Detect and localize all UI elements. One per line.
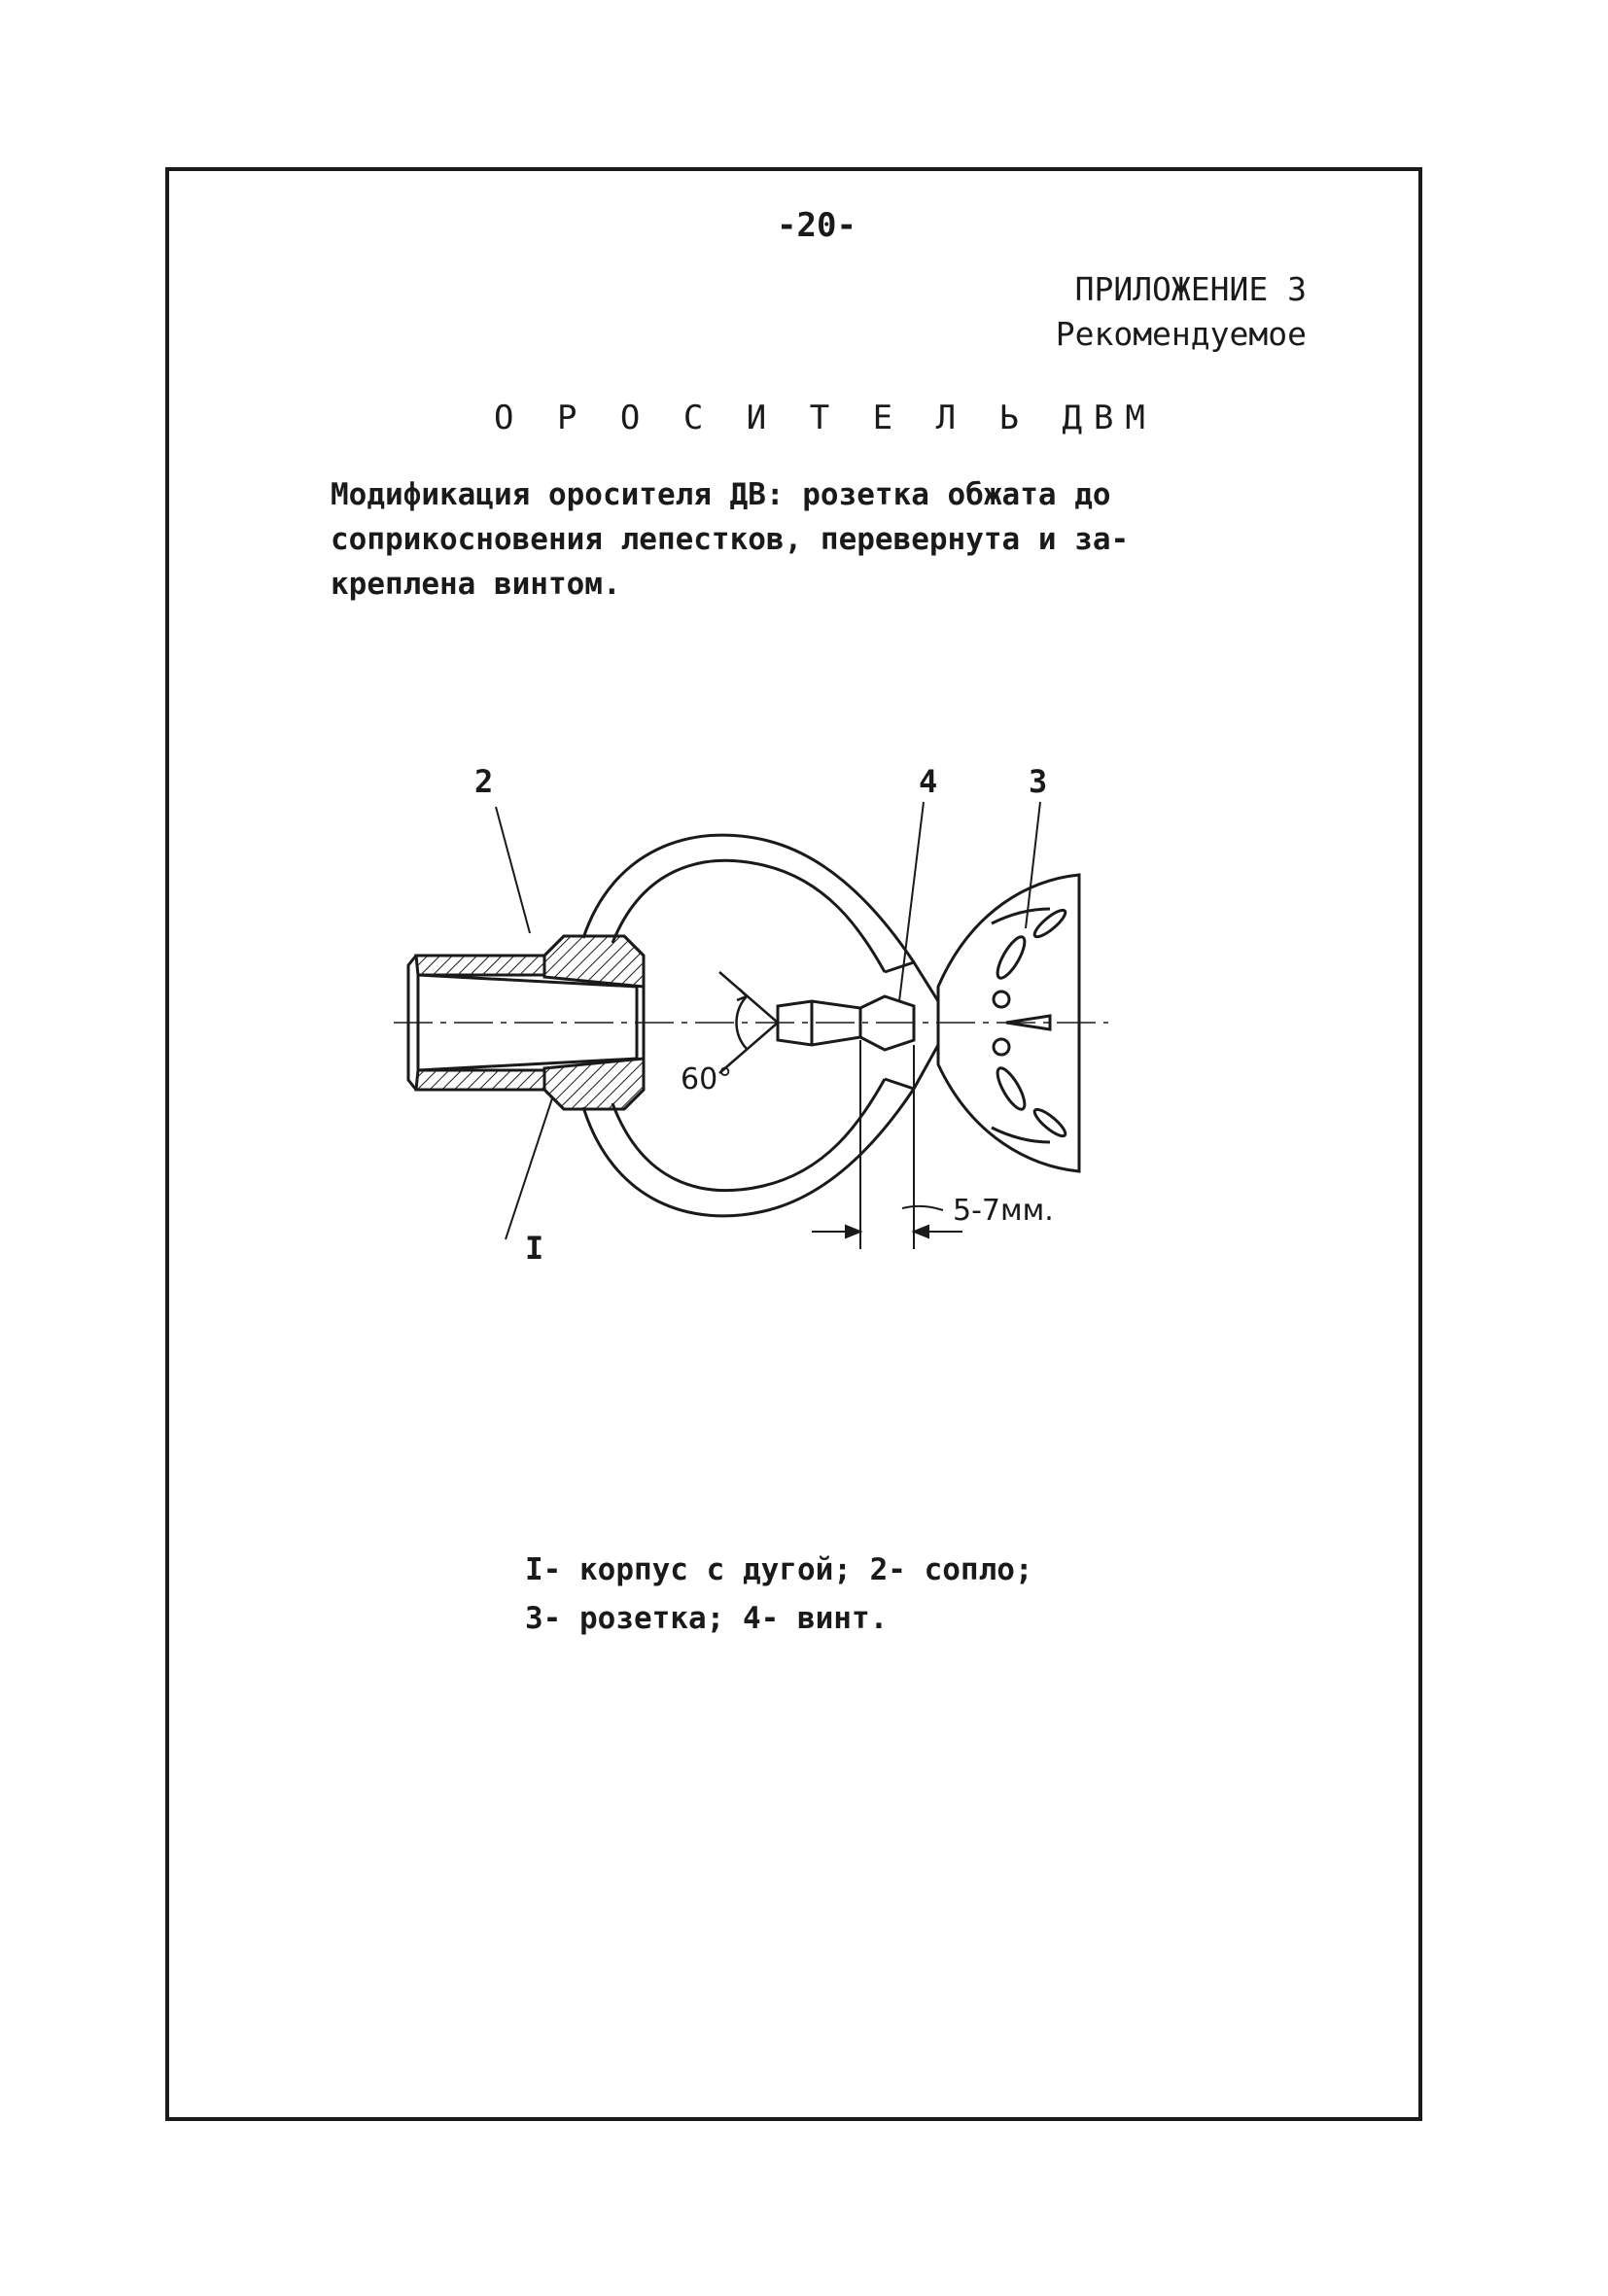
description-line: креплена винтом. <box>331 567 621 602</box>
callout-rosette: 3 <box>1029 763 1048 800</box>
page-number: -20- <box>777 206 856 245</box>
angle-label: 60° <box>681 1062 733 1096</box>
appendix-label: ПРИЛОЖЕНИЕ 3 <box>1074 270 1307 308</box>
gap-label: 5-7мм. <box>953 1194 1054 1228</box>
legend-line: I- корпус с дугой; 2- сопло; <box>525 1552 1033 1587</box>
legend-line: 3- розетка; 4- винт. <box>525 1601 889 1636</box>
gap-dimension <box>812 1040 962 1249</box>
legend <box>525 1546 1033 1643</box>
appendix-status: Рекомендуемое <box>1055 315 1307 353</box>
sprinkler-drawing <box>369 753 1167 1269</box>
callout-body: I <box>525 1230 544 1267</box>
callout-nozzle: 2 <box>474 763 494 800</box>
callout-screw: 4 <box>919 763 938 800</box>
document-title: О Р О С И Т Е Л Ь ДВМ <box>494 399 1157 437</box>
description <box>331 472 1206 607</box>
description-line: Модификация оросителя ДВ: розетка обжата до <box>331 477 1111 512</box>
description-line: соприкосновения лепестков, перевернута и за- <box>331 522 1130 557</box>
appendix-heading <box>1056 267 1307 357</box>
